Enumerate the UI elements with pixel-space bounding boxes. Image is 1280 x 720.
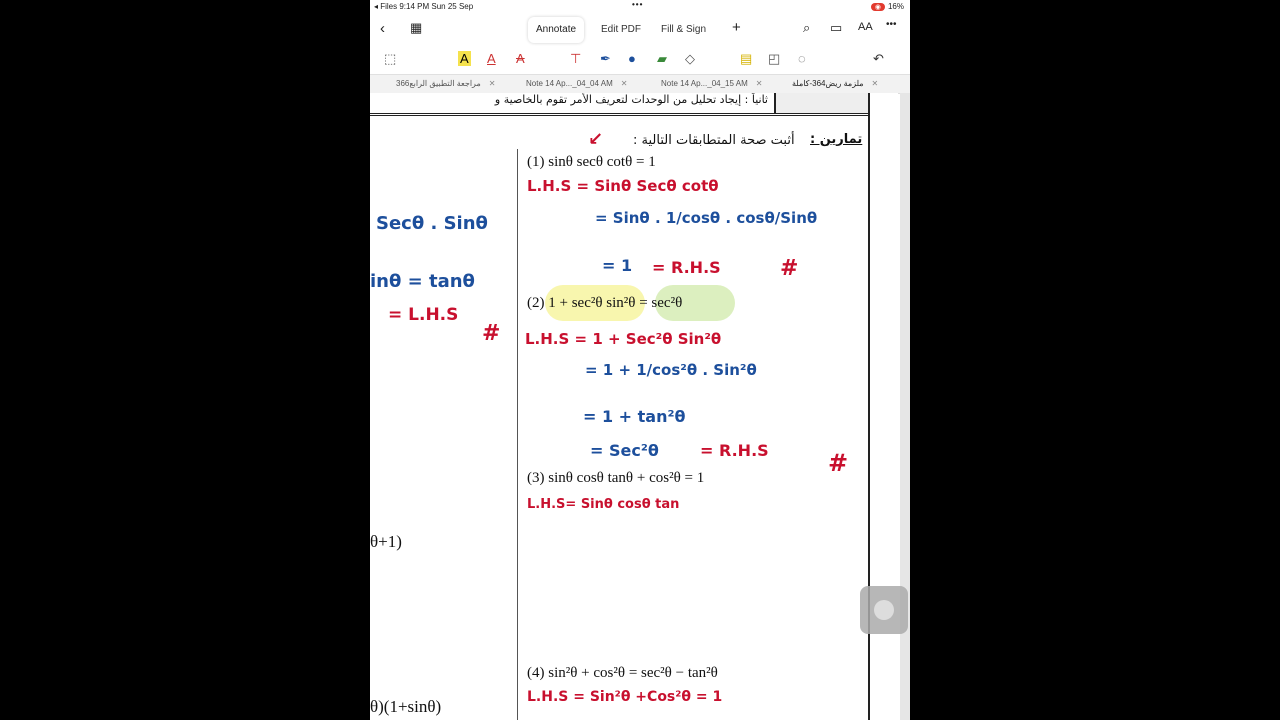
status-dots[interactable]: ••• <box>632 0 644 9</box>
circle-icon <box>874 600 894 620</box>
hw-step: = 1 + 1/cos²θ . Sin²θ <box>585 361 757 379</box>
hw-lhs-label: L.H.S = Sinθ Secθ cotθ <box>527 177 719 195</box>
doc-tab-1[interactable] <box>396 79 495 88</box>
doc-tab-4[interactable] <box>792 79 878 88</box>
header-band <box>370 93 868 116</box>
shape-tool-icon[interactable]: ◰ <box>768 51 781 66</box>
back-icon[interactable]: ‹ <box>380 20 385 37</box>
doc-tab-2[interactable] <box>526 79 627 88</box>
pdf-page[interactable] <box>370 93 898 720</box>
top-toolbar <box>370 14 910 44</box>
close-icon[interactable]: ✕ <box>755 79 763 88</box>
more-button[interactable]: ••• <box>886 19 897 30</box>
undo-icon[interactable]: ↶ <box>873 51 884 66</box>
header-fragment: ثانياً : إيجاد تحليل من الوحدات لتعريف الأمر تقوم بالخاصية و <box>494 93 768 106</box>
marker-tool-icon[interactable]: ▰ <box>657 51 667 66</box>
hash-mark: # <box>828 449 849 477</box>
left-fragment-1: θ+1) <box>370 532 402 551</box>
equation-3: (3) sinθ cosθ tanθ + cos²θ = 1 <box>527 470 705 486</box>
hw-lhs-label: L.H.S = Sin²θ +Cos²θ = 1 <box>527 689 723 705</box>
underline-tool-icon[interactable]: A <box>487 51 496 66</box>
column-divider <box>517 149 518 720</box>
hw-lhs-label: L.H.S= Sinθ cosθ tan <box>527 497 680 512</box>
search-icon[interactable]: ⌕ <box>803 20 811 35</box>
battery-text: 16% <box>887 2 904 11</box>
add-tab-button[interactable]: + <box>732 19 741 36</box>
hw-rhs: = R.H.S <box>700 441 769 460</box>
doc-tab-label: ملزمة ريض364-كاملة <box>792 79 864 88</box>
status-left: ◂ Files 9:14 PM Sun 25 Sep <box>374 2 474 11</box>
header-box <box>774 93 868 113</box>
hw-left-line: Secθ . Sinθ <box>376 213 488 234</box>
record-icon: ◉ <box>871 3 885 11</box>
doc-tab-3[interactable] <box>661 79 762 88</box>
annotation-toolbar <box>370 46 910 75</box>
book-icon[interactable]: ▭ <box>830 20 843 35</box>
font-button[interactable]: AA <box>858 21 873 33</box>
textbox-tool-icon[interactable]: ⊤ <box>570 51 582 66</box>
equation-4: (4) sin²θ + cos²θ = sec²θ − tan²θ <box>527 665 718 681</box>
exercises-text: أثبت صحة المتطابقات التالية : <box>633 133 795 148</box>
tab-edit-pdf[interactable]: Edit PDF <box>601 24 642 35</box>
close-icon[interactable]: ✕ <box>620 79 628 88</box>
eraser-tool-icon[interactable]: ◇ <box>685 51 695 66</box>
select-tool-icon[interactable]: ⬚ <box>384 51 397 66</box>
hw-step: = 1 <box>602 256 633 275</box>
color-picker-icon[interactable]: ● <box>628 51 636 66</box>
hw-lhs-label: L.H.S = 1 + Sec²θ Sin²θ <box>525 330 722 348</box>
tab-annotate[interactable]: Annotate <box>528 17 584 43</box>
assistive-touch-button[interactable] <box>860 586 908 634</box>
document-tabs <box>370 75 910 94</box>
status-bar <box>370 0 910 14</box>
ipad-screen <box>370 0 910 720</box>
hw-step: = Sec²θ <box>590 441 659 460</box>
hw-rhs: = R.H.S <box>652 258 721 277</box>
exercises-title: تمارين : <box>810 132 863 147</box>
hw-left-line: = L.H.S <box>388 305 459 325</box>
left-fragment-2: θ)(1+sinθ) <box>370 697 442 716</box>
arrow-icon: ↙ <box>588 129 604 150</box>
pen-tool-icon[interactable]: ✒ <box>600 51 611 66</box>
close-icon[interactable]: ✕ <box>488 79 496 88</box>
hw-step: = 1 + tan²θ <box>583 407 686 426</box>
highlight-tool-icon[interactable]: A <box>460 51 469 66</box>
strikethrough-tool-icon[interactable]: A <box>516 51 525 66</box>
grid-icon[interactable]: ▦ <box>410 20 423 35</box>
doc-tab-label: مراجعة التطبيق الرابع366 <box>396 79 481 88</box>
hash-mark: # <box>482 321 501 346</box>
hash-mark: # <box>780 256 799 281</box>
equation-1: (1) sinθ secθ cotθ = 1 <box>527 154 656 170</box>
comment-tool-icon[interactable]: ▤ <box>740 51 753 66</box>
hw-left-line: inθ = tanθ <box>370 271 475 292</box>
tab-fill-sign[interactable]: Fill & Sign <box>661 24 707 35</box>
doc-tab-label: Note 14 Ap..._04_15 AM <box>661 79 748 88</box>
lasso-tool-icon[interactable]: ◌ <box>798 51 806 66</box>
hw-step: = Sinθ . 1/cosθ . cosθ/Sinθ <box>595 209 818 227</box>
close-icon[interactable]: ✕ <box>871 79 879 88</box>
doc-tab-label: Note 14 Ap..._04_04 AM <box>526 79 613 88</box>
status-right <box>871 2 904 11</box>
equation-2: (2) 1 + sec²θ sin²θ = sec²θ <box>527 295 683 311</box>
